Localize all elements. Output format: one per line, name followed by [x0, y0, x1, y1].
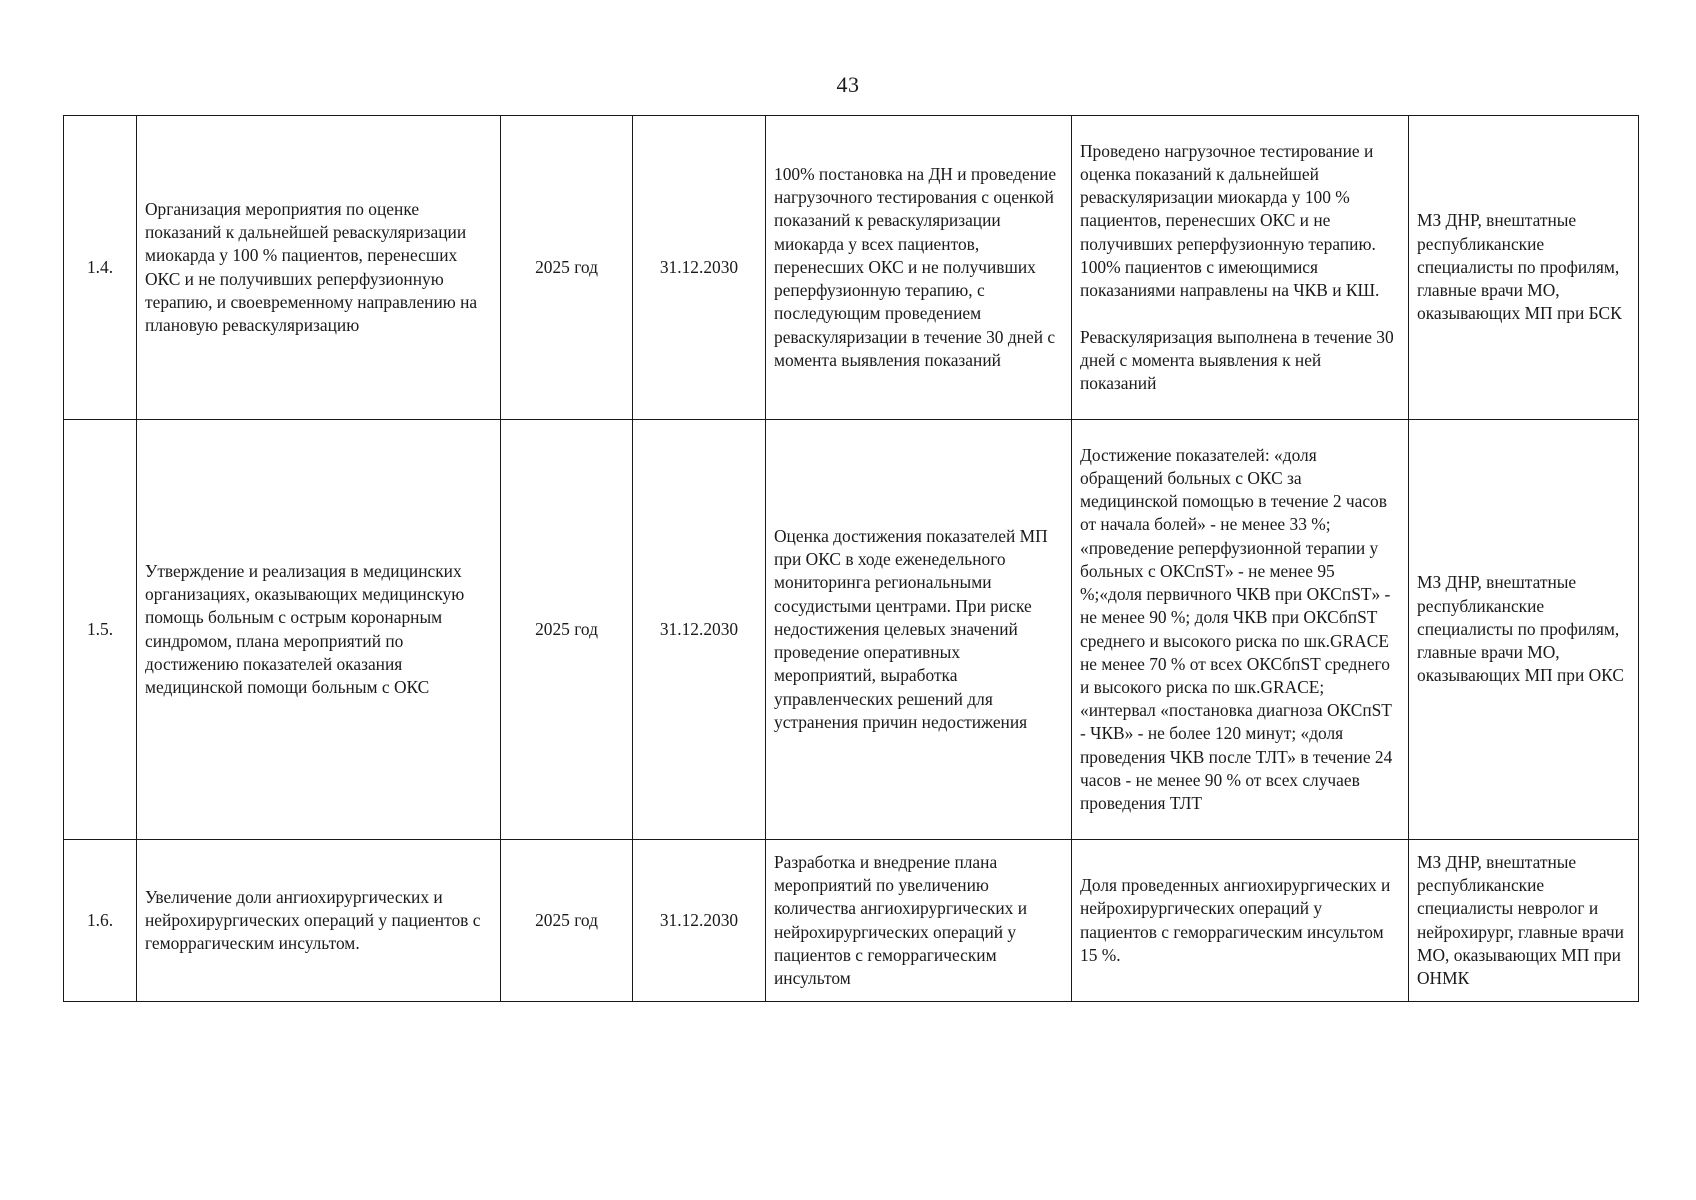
end-date-cell: 31.12.2030 [633, 840, 766, 1002]
responsible-cell: МЗ ДНР, внештатные республиканские специалисты по профилям, главные врачи МО, оказывающих МП при БСК [1409, 116, 1639, 420]
table-row [64, 116, 1639, 420]
row-number: 1.5. [64, 420, 137, 840]
row-number: 1.6. [64, 840, 137, 1002]
indicator-cell: Достижение показателей: «доля обращений больных с ОКС за медицинской помощью в течение 2 часов от начала болей» - не менее 33 %; «проведение реперфузионной терапии у больных с ОКСпST» - не менее 95 %;«доля первичного ЧКВ при ОКСпST» - не менее 90 %; доля ЧКВ при ОКСбпST среднего и высокого риска по шк.GRACE не менее 70 % от всех ОКСбпST среднего и высокого риска по шк.GRACE; «интервал «постановка диагноза ОКСпST - ЧКВ» - не более 120 минут; «доля проведения ЧКВ после ТЛТ» в течение 24 часов - не менее 90 % от всех случаев проведения ТЛТ [1072, 420, 1409, 840]
responsible-cell: МЗ ДНР, внештатные республиканские специалисты невролог и нейрохирург, главные врачи МО, оказывающих МП при ОНМК [1409, 840, 1639, 1002]
expected-result-cell: 100% постановка на ДН и проведение нагрузочного тестирования с оценкой показаний к реваскуляризации миокарда у всех пациентов, перенесших ОКС и не получивших реперфузионную терапию, с последующим проведением реваскуляризации в течение 30 дней с момента выявления показаний [766, 116, 1072, 420]
activity-cell: Увеличение доли ангиохирургических и нейрохирургических операций у пациентов с геморрагическим инсультом. [137, 840, 501, 1002]
page-number: 43 [836, 72, 860, 97]
activity-cell: Организация мероприятия по оценке показаний к дальнейшей реваскуляризации миокарда у 100 % пациентов, перенесших ОКС и не получивших реперфузионную терапию, и своевременному направлению на плановую реваскуляризацию [137, 116, 501, 420]
end-date-cell: 31.12.2030 [633, 420, 766, 840]
responsible-cell: МЗ ДНР, внештатные республиканские специалисты по профилям, главные врачи МО, оказывающих МП при ОКС [1409, 420, 1639, 840]
indicator-cell: Доля проведенных ангиохирургических и нейрохирургических операций у пациентов с геморрагическим инсультом 15 %. [1072, 840, 1409, 1002]
indicator-cell: Проведено нагрузочное тестирование и оценка показаний к дальнейшей реваскуляризации миокарда у 100 % пациентов, перенесших ОКС и не получивших реперфузионную терапию. 100% пациентов с имеющимися показаниями направлены на ЧКВ и КШ. Реваскуляризация выполнена в течение 30 дней с момента выявления к ней показаний [1072, 116, 1409, 420]
expected-result-cell: Оценка достижения показателей МП при ОКС в ходе еженедельного мониторинга региональными сосудистыми центрами. При риске недостижения целевых значений проведение оперативных мероприятий, выработка управленческих решений для устранения причин недостижения [766, 420, 1072, 840]
expected-result-cell: Разработка и внедрение плана мероприятий по увеличению количества ангиохирургических и нейрохирургических операций у пациентов с геморрагическим инсультом [766, 840, 1072, 1002]
start-date-cell: 2025 год [501, 116, 633, 420]
table-row [64, 420, 1639, 840]
plan-table [63, 115, 1639, 1002]
start-date-cell: 2025 год [501, 420, 633, 840]
end-date-cell: 31.12.2030 [633, 116, 766, 420]
start-date-cell: 2025 год [501, 840, 633, 1002]
activity-cell: Утверждение и реализация в медицинских организациях, оказывающих медицинскую помощь больным с острым коронарным синдромом, плана мероприятий по достижению показателей оказания медицинской помощи больным с ОКС [137, 420, 501, 840]
table-row [64, 840, 1639, 1002]
row-number: 1.4. [64, 116, 137, 420]
